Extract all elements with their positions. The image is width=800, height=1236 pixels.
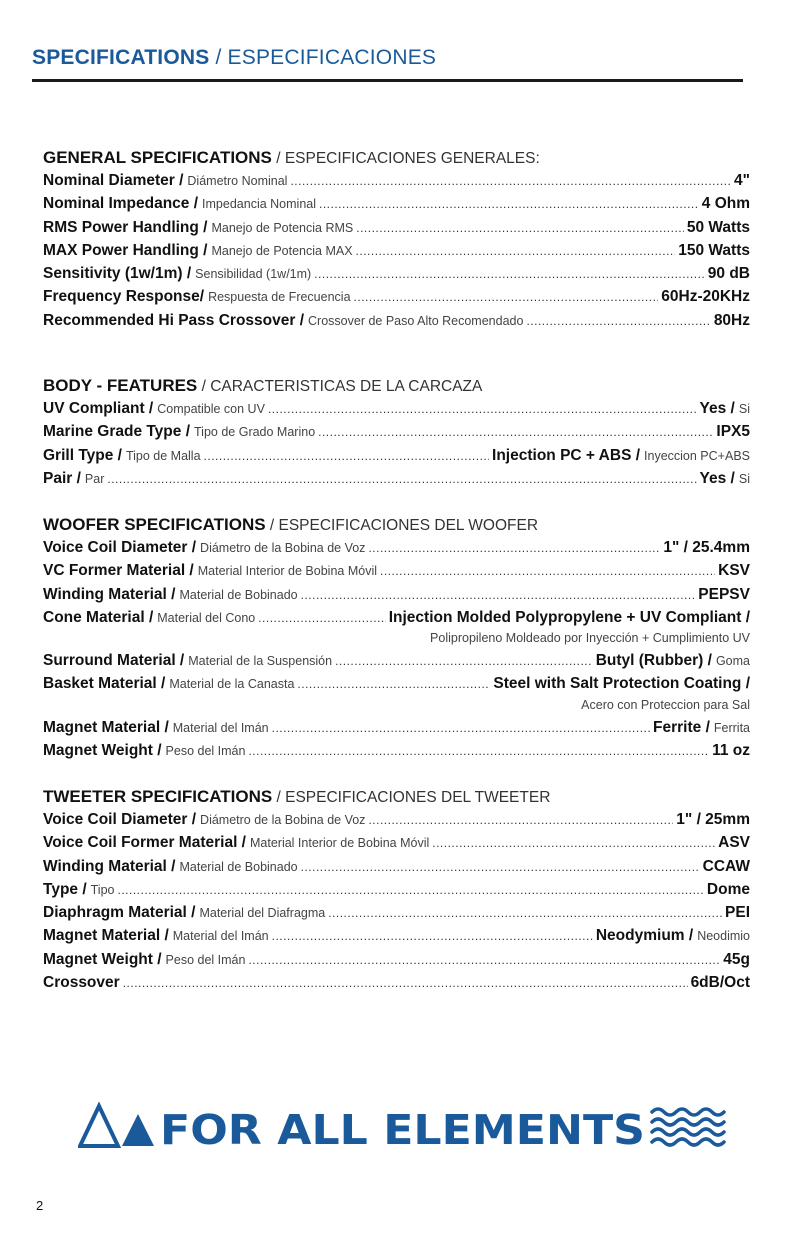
spec-row	[43, 878, 750, 901]
spec-value-continuation: Acero con Proteccion para Sal	[581, 697, 750, 712]
leader-dots	[432, 832, 715, 855]
section-tweeter-specifications	[43, 785, 750, 994]
spec-row	[43, 444, 750, 467]
spec-row	[43, 192, 750, 215]
spec-label: Magnet Weight /	[43, 742, 162, 760]
spec-label: Nominal Impedance /	[43, 195, 199, 213]
leader-dots	[268, 398, 697, 421]
leader-dots	[258, 607, 386, 630]
spec-label: Surround Material /	[43, 652, 185, 670]
spec-row	[43, 649, 750, 672]
spec-row	[43, 971, 750, 994]
spec-row	[43, 924, 750, 947]
spec-row	[43, 948, 750, 971]
section-title	[43, 374, 750, 397]
spec-row	[43, 606, 750, 629]
header-divider	[32, 79, 743, 82]
spec-value: Butyl (Rubber) /	[595, 652, 712, 670]
spec-value: 60Hz-20KHz	[661, 288, 750, 306]
spec-label: Pair /	[43, 469, 81, 487]
spec-label-es: Material de la Suspensión	[188, 654, 333, 669]
leader-dots	[272, 925, 593, 948]
section-title-en: BODY - FEATURES	[43, 376, 198, 395]
spec-row	[43, 716, 750, 739]
section-title-es: / ESPECIFICACIONES DEL TWEETER	[272, 789, 551, 806]
spec-label-es: Material del Imán	[172, 929, 269, 944]
spec-label-es: Diámetro de la Bobina de Voz	[200, 813, 366, 827]
triangle-solid-icon	[122, 1114, 154, 1146]
section-title	[43, 785, 750, 808]
spec-label-es: Material Interior de Bobina Móvil	[197, 564, 377, 579]
spec-value-es: Inyeccion PC+ABS	[644, 448, 750, 463]
spec-label: Grill Type /	[43, 446, 122, 464]
spec-label: Winding Material /	[43, 585, 176, 603]
spec-label: Magnet Material /	[43, 927, 169, 945]
leader-dots	[248, 740, 709, 763]
spec-label: Magnet Material /	[43, 718, 169, 736]
leader-dots	[297, 673, 490, 696]
spec-value: 90 dB	[707, 265, 750, 283]
spec-value: Dome	[706, 880, 750, 898]
spec-value: 45g	[723, 950, 750, 968]
spec-label: Basket Material /	[43, 675, 166, 693]
spec-row	[43, 309, 750, 332]
spec-value-es: Goma	[715, 654, 750, 669]
spec-row	[43, 901, 750, 924]
spec-label-es: Sensibilidad (1w/1m)	[195, 267, 312, 282]
spec-label-es: Material de la Canasta	[169, 677, 295, 692]
leader-dots	[335, 650, 593, 673]
spec-value: Yes /	[699, 469, 735, 487]
spec-label-es: Tipo	[90, 882, 115, 897]
spec-value: ASV	[718, 834, 750, 852]
spec-value: 50 Watts	[686, 218, 750, 236]
page-number: 2	[36, 1198, 44, 1213]
spec-label: Voice Coil Diameter /	[43, 811, 197, 828]
spec-label: Magnet Weight /	[43, 950, 162, 968]
spec-row	[43, 397, 750, 420]
spec-label-es: Diámetro Nominal	[187, 174, 288, 188]
spec-row	[43, 808, 750, 831]
spec-value: 80Hz	[713, 311, 750, 329]
section-woofer-specifications	[43, 513, 750, 762]
spec-value: Yes /	[699, 400, 735, 417]
spec-label: Winding Material /	[43, 857, 176, 875]
section-title-es: / ESPECIFICACIONES DEL WOOFER	[265, 517, 539, 534]
spec-row	[43, 855, 750, 878]
leader-dots	[314, 263, 705, 286]
spec-label-es: Material Interior de Bobina Móvil	[250, 836, 430, 851]
page-header	[32, 46, 436, 70]
section-title-en: TWEETER SPECIFICATIONS	[43, 787, 273, 806]
spec-value: 150 Watts	[678, 241, 750, 259]
spec-value: PEPSV	[698, 585, 750, 603]
spec-value-es: Si	[738, 402, 750, 416]
spec-row	[43, 216, 750, 239]
spec-label-es: Peso del Imán	[165, 744, 246, 759]
spec-value: 4"	[734, 172, 750, 189]
spec-row	[43, 467, 750, 490]
spec-row	[43, 239, 750, 262]
spec-label: Voice Coil Former Material /	[43, 834, 246, 852]
spec-label: Type /	[43, 880, 87, 898]
spec-value-es: Si	[738, 471, 750, 486]
spec-label-es: Impedancia Nominal	[202, 197, 316, 212]
leader-dots	[301, 584, 696, 607]
spec-value: Ferrite /	[653, 718, 710, 736]
header-title-en: SPECIFICATIONS	[32, 46, 210, 69]
spec-label: Frequency Response/	[43, 288, 205, 306]
leader-dots	[290, 170, 731, 193]
spec-label: Recommended Hi Pass Crossover /	[43, 311, 305, 329]
brand-logo	[78, 1100, 738, 1150]
spec-row	[43, 536, 750, 559]
leader-dots	[356, 240, 676, 263]
leader-dots	[328, 902, 722, 925]
spec-label-es: Manejo de Potencia RMS	[211, 220, 354, 235]
spec-label-es: Respuesta de Frecuencia	[208, 290, 351, 305]
spec-label: Crossover	[43, 974, 120, 992]
leader-dots	[204, 445, 490, 468]
waves-icon	[652, 1109, 724, 1145]
spec-label: Nominal Diameter /	[43, 172, 184, 189]
spec-value: 1" / 25mm	[676, 811, 750, 828]
leader-dots	[319, 193, 699, 216]
leader-dots	[526, 310, 710, 333]
spec-label-es: Material de Bobinado	[179, 587, 298, 602]
logo-text: FOR ALL ELEMENTS	[160, 1106, 645, 1150]
leader-dots	[380, 560, 715, 583]
spec-value: Injection PC + ABS /	[492, 446, 641, 464]
spec-value: IPX5	[716, 423, 750, 441]
leader-dots	[248, 949, 720, 972]
spec-label-es: Tipo de Malla	[125, 448, 201, 463]
spec-label-es: Diámetro de la Bobina de Voz	[200, 541, 366, 555]
spec-row	[43, 831, 750, 854]
leader-dots	[118, 879, 704, 902]
spec-label: UV Compliant /	[43, 400, 154, 417]
leader-dots	[123, 972, 688, 995]
spec-value-es: Ferrita	[713, 720, 750, 735]
section-title-en: WOOFER SPECIFICATIONS	[43, 515, 266, 534]
spec-value: Neodymium /	[595, 927, 694, 945]
leader-dots	[368, 537, 660, 560]
spec-row	[43, 739, 750, 762]
spec-row	[43, 559, 750, 582]
spec-label-es: Manejo de Potencia MAX	[211, 243, 353, 258]
spec-label-es: Material del Diafragma	[199, 906, 326, 921]
spec-value: 11 oz	[712, 742, 750, 760]
spec-label-es: Compatible con UV	[157, 402, 265, 416]
spec-row	[43, 420, 750, 443]
leader-dots	[301, 856, 700, 879]
spec-value: 1" / 25.4mm	[663, 539, 750, 556]
section-body-features	[43, 374, 750, 490]
spec-value: Steel with Salt Protection Coating /	[493, 675, 750, 693]
spec-row	[43, 285, 750, 308]
spec-label: Diaphragm Material /	[43, 904, 196, 922]
spec-label: Marine Grade Type /	[43, 423, 191, 441]
spec-row	[43, 169, 750, 192]
header-title-es: ESPECIFICACIONES	[227, 46, 437, 69]
leader-dots	[354, 286, 659, 309]
section-title	[43, 146, 750, 169]
spec-label-es: Tipo de Grado Marino	[194, 425, 316, 440]
spec-label: Voice Coil Diameter /	[43, 539, 197, 556]
leader-dots	[272, 717, 650, 740]
spec-label: RMS Power Handling /	[43, 218, 208, 236]
spec-value-continuation: Polipropileno Moldeado por Inyección + Cumplimiento UV	[430, 631, 750, 646]
spec-label-es: Material del Cono	[157, 610, 256, 625]
spec-value: CCAW	[702, 857, 750, 875]
spec-row	[43, 672, 750, 695]
leader-dots	[368, 809, 673, 832]
spec-label-es: Material de Bobinado	[179, 859, 298, 874]
spec-label: VC Former Material /	[43, 562, 194, 580]
section-title-en: GENERAL SPECIFICATIONS	[43, 148, 272, 167]
spec-value: Injection Molded Polypropylene + UV Compliant /	[388, 608, 750, 626]
leader-dots	[318, 421, 713, 444]
spec-value: PEI	[725, 904, 750, 922]
spec-value: 6dB/Oct	[690, 974, 750, 992]
spec-value: KSV	[718, 562, 750, 580]
spec-label-es: Peso del Imán	[165, 952, 246, 967]
leader-dots	[356, 217, 684, 240]
section-general-specifications	[43, 146, 750, 332]
spec-row	[43, 262, 750, 285]
spec-row	[43, 583, 750, 606]
leader-dots	[107, 468, 696, 491]
section-title-es: / CARACTERISTICAS DE LA CARCAZA	[197, 378, 483, 395]
spec-label-es: Par	[84, 471, 105, 486]
triangle-outline-icon	[80, 1106, 118, 1146]
spec-label-es: Material del Imán	[172, 720, 269, 735]
spec-label: MAX Power Handling /	[43, 241, 208, 259]
spec-value-es: Neodimio	[697, 929, 750, 944]
section-title	[43, 513, 750, 536]
spec-label-es: Crossover de Paso Alto Recomendado	[308, 313, 524, 328]
section-title-es: / ESPECIFICACIONES GENERALES:	[271, 150, 540, 167]
spec-label: Cone Material /	[43, 608, 154, 626]
spec-value: 4 Ohm	[701, 195, 750, 213]
header-title-sep: /	[209, 46, 228, 69]
spec-label: Sensitivity (1w/1m) /	[43, 265, 192, 283]
